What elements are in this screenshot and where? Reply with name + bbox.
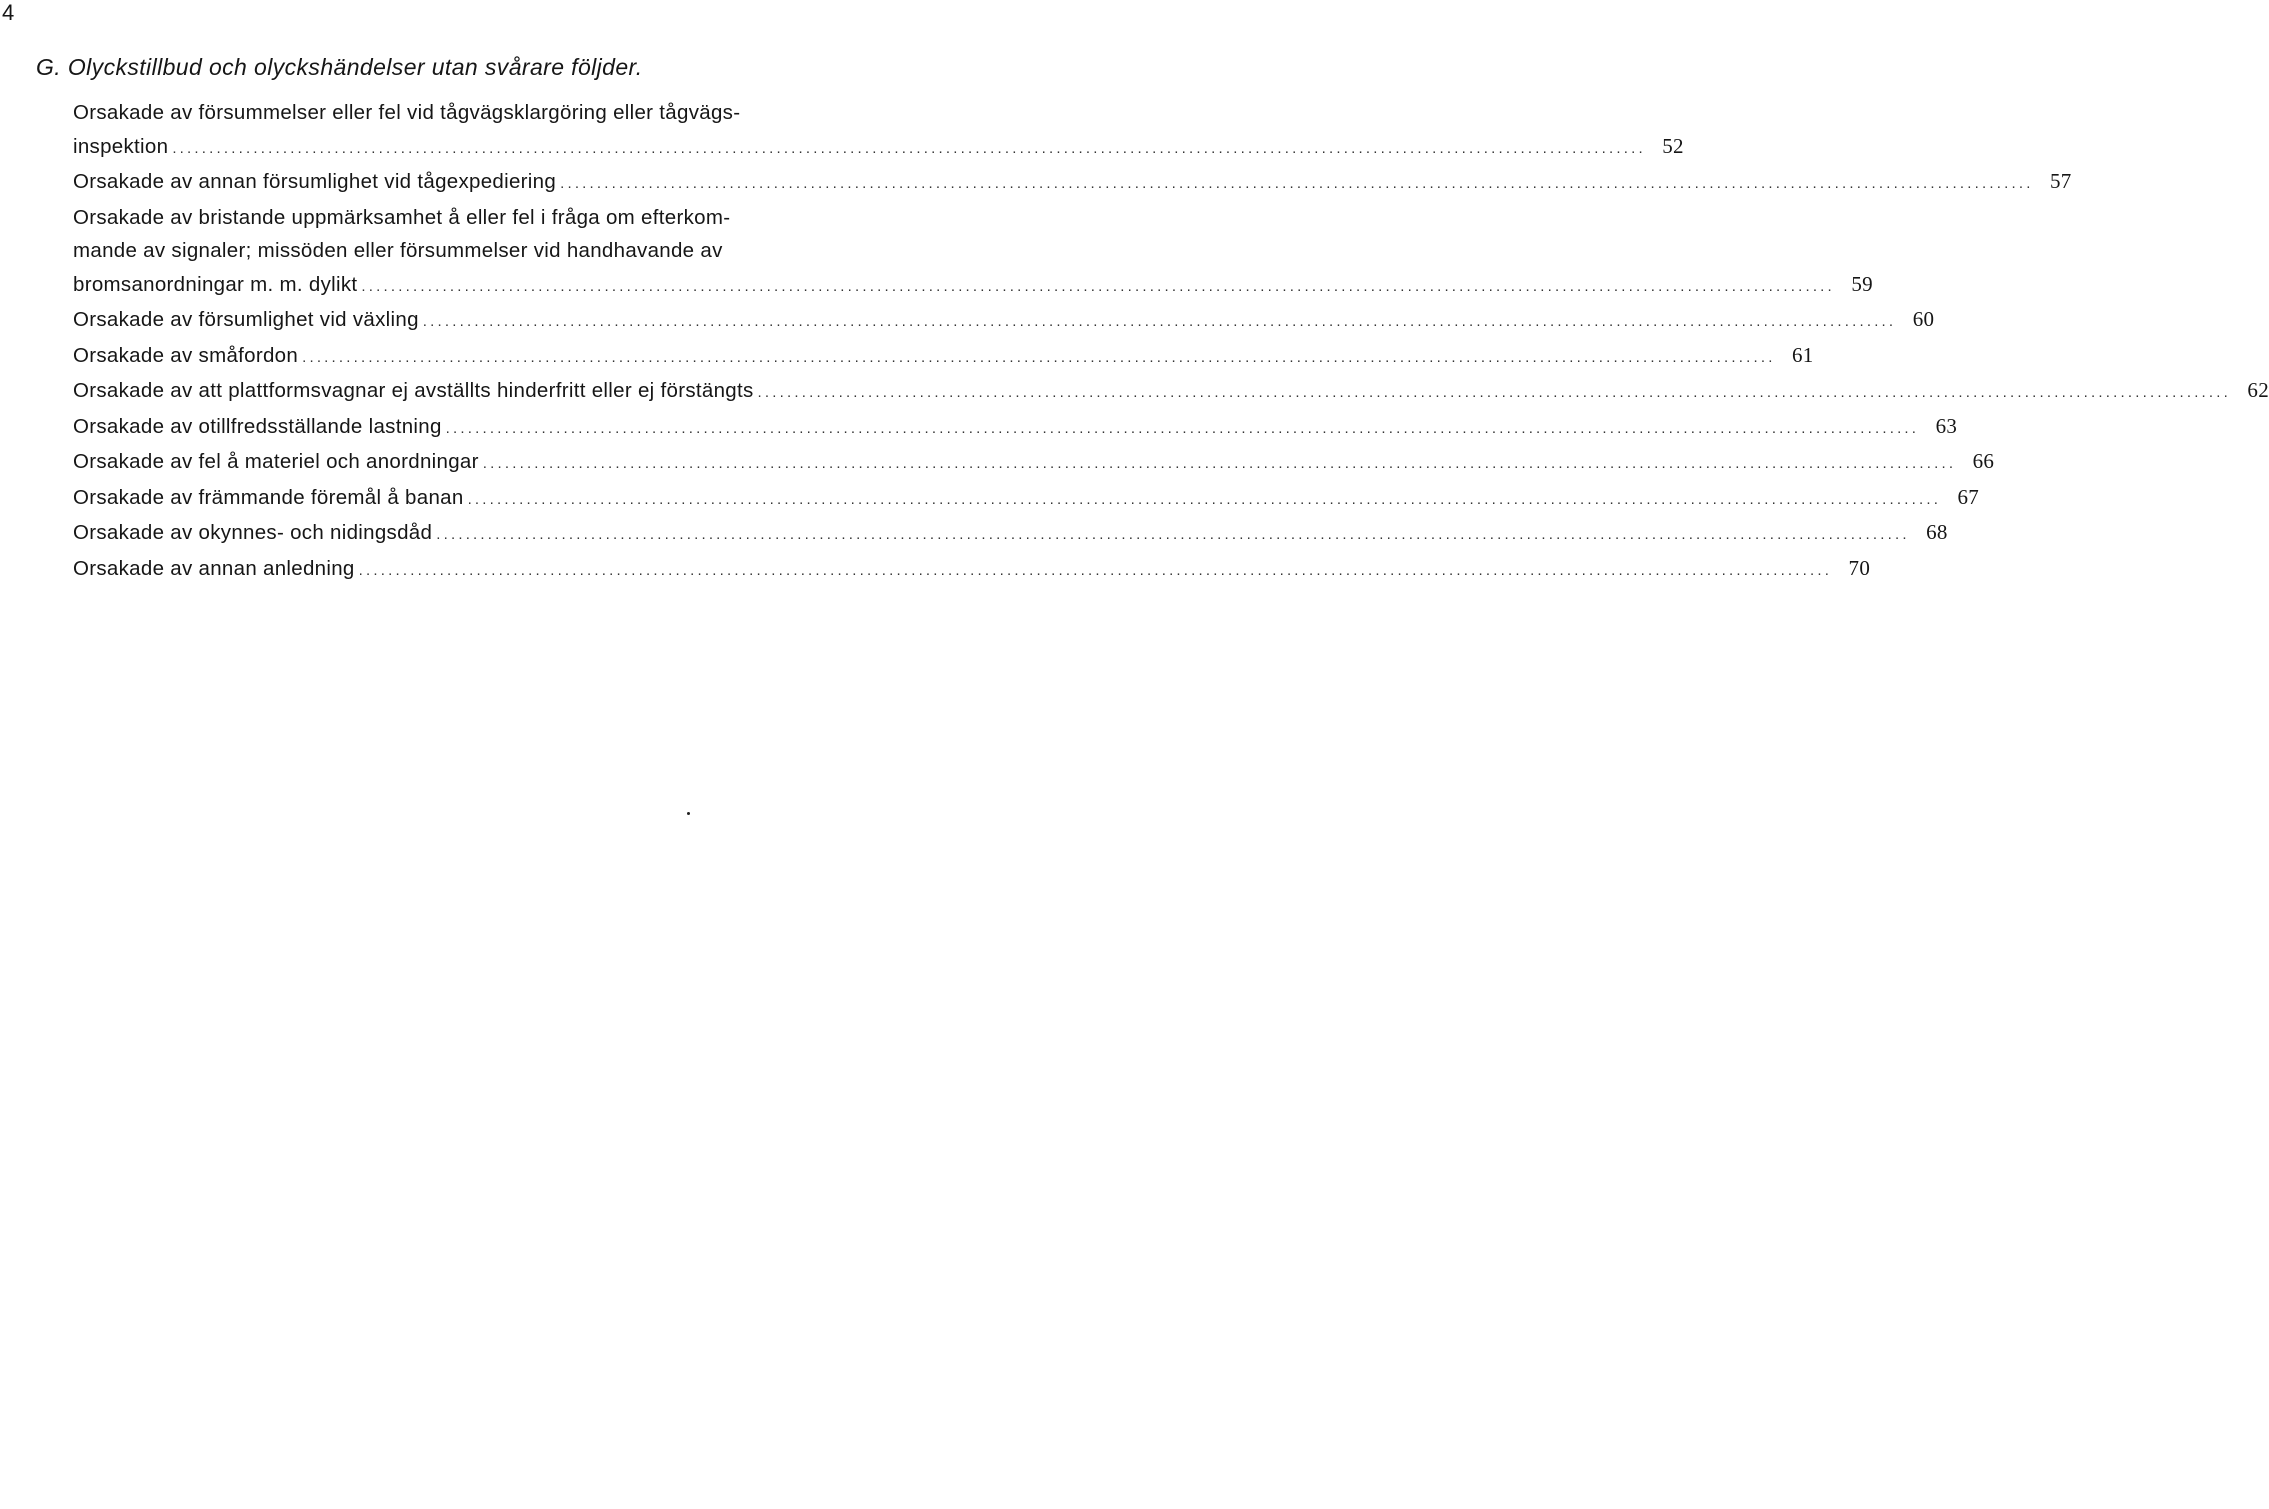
toc-entry bbox=[73, 96, 1684, 165]
toc-entry-line: Orsakade av bristande uppmärksamhet å eller fel i fråga om efterkom- bbox=[73, 205, 731, 229]
toc-entry-page-number: 60 bbox=[1912, 307, 1935, 331]
dot-leader: ........................................................................................................................................................................................................ bbox=[172, 139, 1646, 157]
toc-entry-page-number: 66 bbox=[1972, 449, 1995, 473]
toc-list bbox=[73, 96, 2269, 587]
toc-entry-page-number: 57 bbox=[2049, 169, 2072, 193]
toc-entry-title: bromsanordningar m. m. dylikt bbox=[73, 272, 358, 296]
dot-leader: ........................................................................................................................................................................................................ bbox=[358, 561, 1833, 579]
toc-entry bbox=[73, 445, 1995, 481]
page-number: 4 bbox=[2, 0, 15, 25]
dot-leader: ........................................................................................................................................................................................................ bbox=[422, 313, 1897, 330]
toc-entry-title: Orsakade av främmande föremål å banan bbox=[73, 485, 464, 509]
toc-entry-page-number: 61 bbox=[1791, 342, 1814, 367]
toc-entry-line: Orsakade av försummelser eller fel vid tågvägsklargöring eller tågvägs- bbox=[73, 101, 741, 124]
dot-leader: ........................................................................................................................................................................................................ bbox=[302, 348, 1776, 366]
toc-entry bbox=[73, 303, 1935, 339]
toc-entry bbox=[73, 201, 1873, 304]
toc-entry-line: mande av signaler; missöden eller försummelser vid handhavande av bbox=[73, 239, 723, 262]
toc-entry-title: inspektion bbox=[73, 134, 169, 158]
toc-entry-title: Orsakade av otillfredsställande lastning bbox=[73, 414, 442, 438]
dot-leader: ........................................................................................................................................................................................................ bbox=[482, 455, 1957, 472]
dot-leader: ........................................................................................................................................................................................................ bbox=[445, 419, 1920, 437]
toc-entry bbox=[73, 552, 1871, 588]
toc-entry-page-number: 63 bbox=[1935, 413, 1958, 438]
toc-entry-page-number: 67 bbox=[1957, 484, 1980, 509]
dot-leader: ........................................................................................................................................................................................................ bbox=[467, 490, 1942, 508]
toc-entry bbox=[73, 165, 2072, 201]
dot-leader: ........................................................................................................................................................................................................ bbox=[436, 526, 1910, 543]
toc-entry bbox=[73, 410, 1958, 446]
toc-entry-title: Orsakade av småfordon bbox=[73, 343, 299, 367]
toc-entry-title: Orsakade av försumlighet vid växling bbox=[73, 308, 419, 331]
toc-entry-title: Orsakade av annan anledning bbox=[73, 556, 355, 580]
toc-entry-title: Orsakade av okynnes- och nidingsdåd bbox=[73, 521, 433, 544]
toc-entry bbox=[73, 374, 2269, 410]
toc-entry-page-number: 59 bbox=[1851, 271, 1873, 296]
toc-entry bbox=[73, 516, 1948, 552]
dot-leader: ........................................................................................................................................................................................................ bbox=[757, 384, 2232, 401]
print-speck bbox=[687, 812, 690, 815]
section-heading: G. Olyckstillbud och olyckshändelser utan svårare följder. bbox=[36, 54, 643, 80]
toc-entry-title: Orsakade av att plattformsvagnar ej avställts hinderfritt eller ej förstängts bbox=[73, 379, 754, 402]
dot-leader: ........................................................................................................................................................................................................ bbox=[560, 175, 2034, 192]
toc-entry-page-number: 52 bbox=[1662, 133, 1684, 158]
toc-entry bbox=[73, 339, 1814, 375]
toc-entry-title: Orsakade av annan försumlighet vid tågexpediering bbox=[73, 170, 557, 193]
toc-entry-page-number: 70 bbox=[1848, 555, 1871, 580]
toc-entry bbox=[73, 481, 1980, 517]
dot-leader: ........................................................................................................................................................................................................ bbox=[361, 277, 1835, 295]
toc-entry-page-number: 62 bbox=[2247, 378, 2269, 402]
toc-entry-page-number: 68 bbox=[1926, 520, 1948, 544]
toc-entry-title: Orsakade av fel å materiel och anordningar bbox=[73, 450, 479, 473]
